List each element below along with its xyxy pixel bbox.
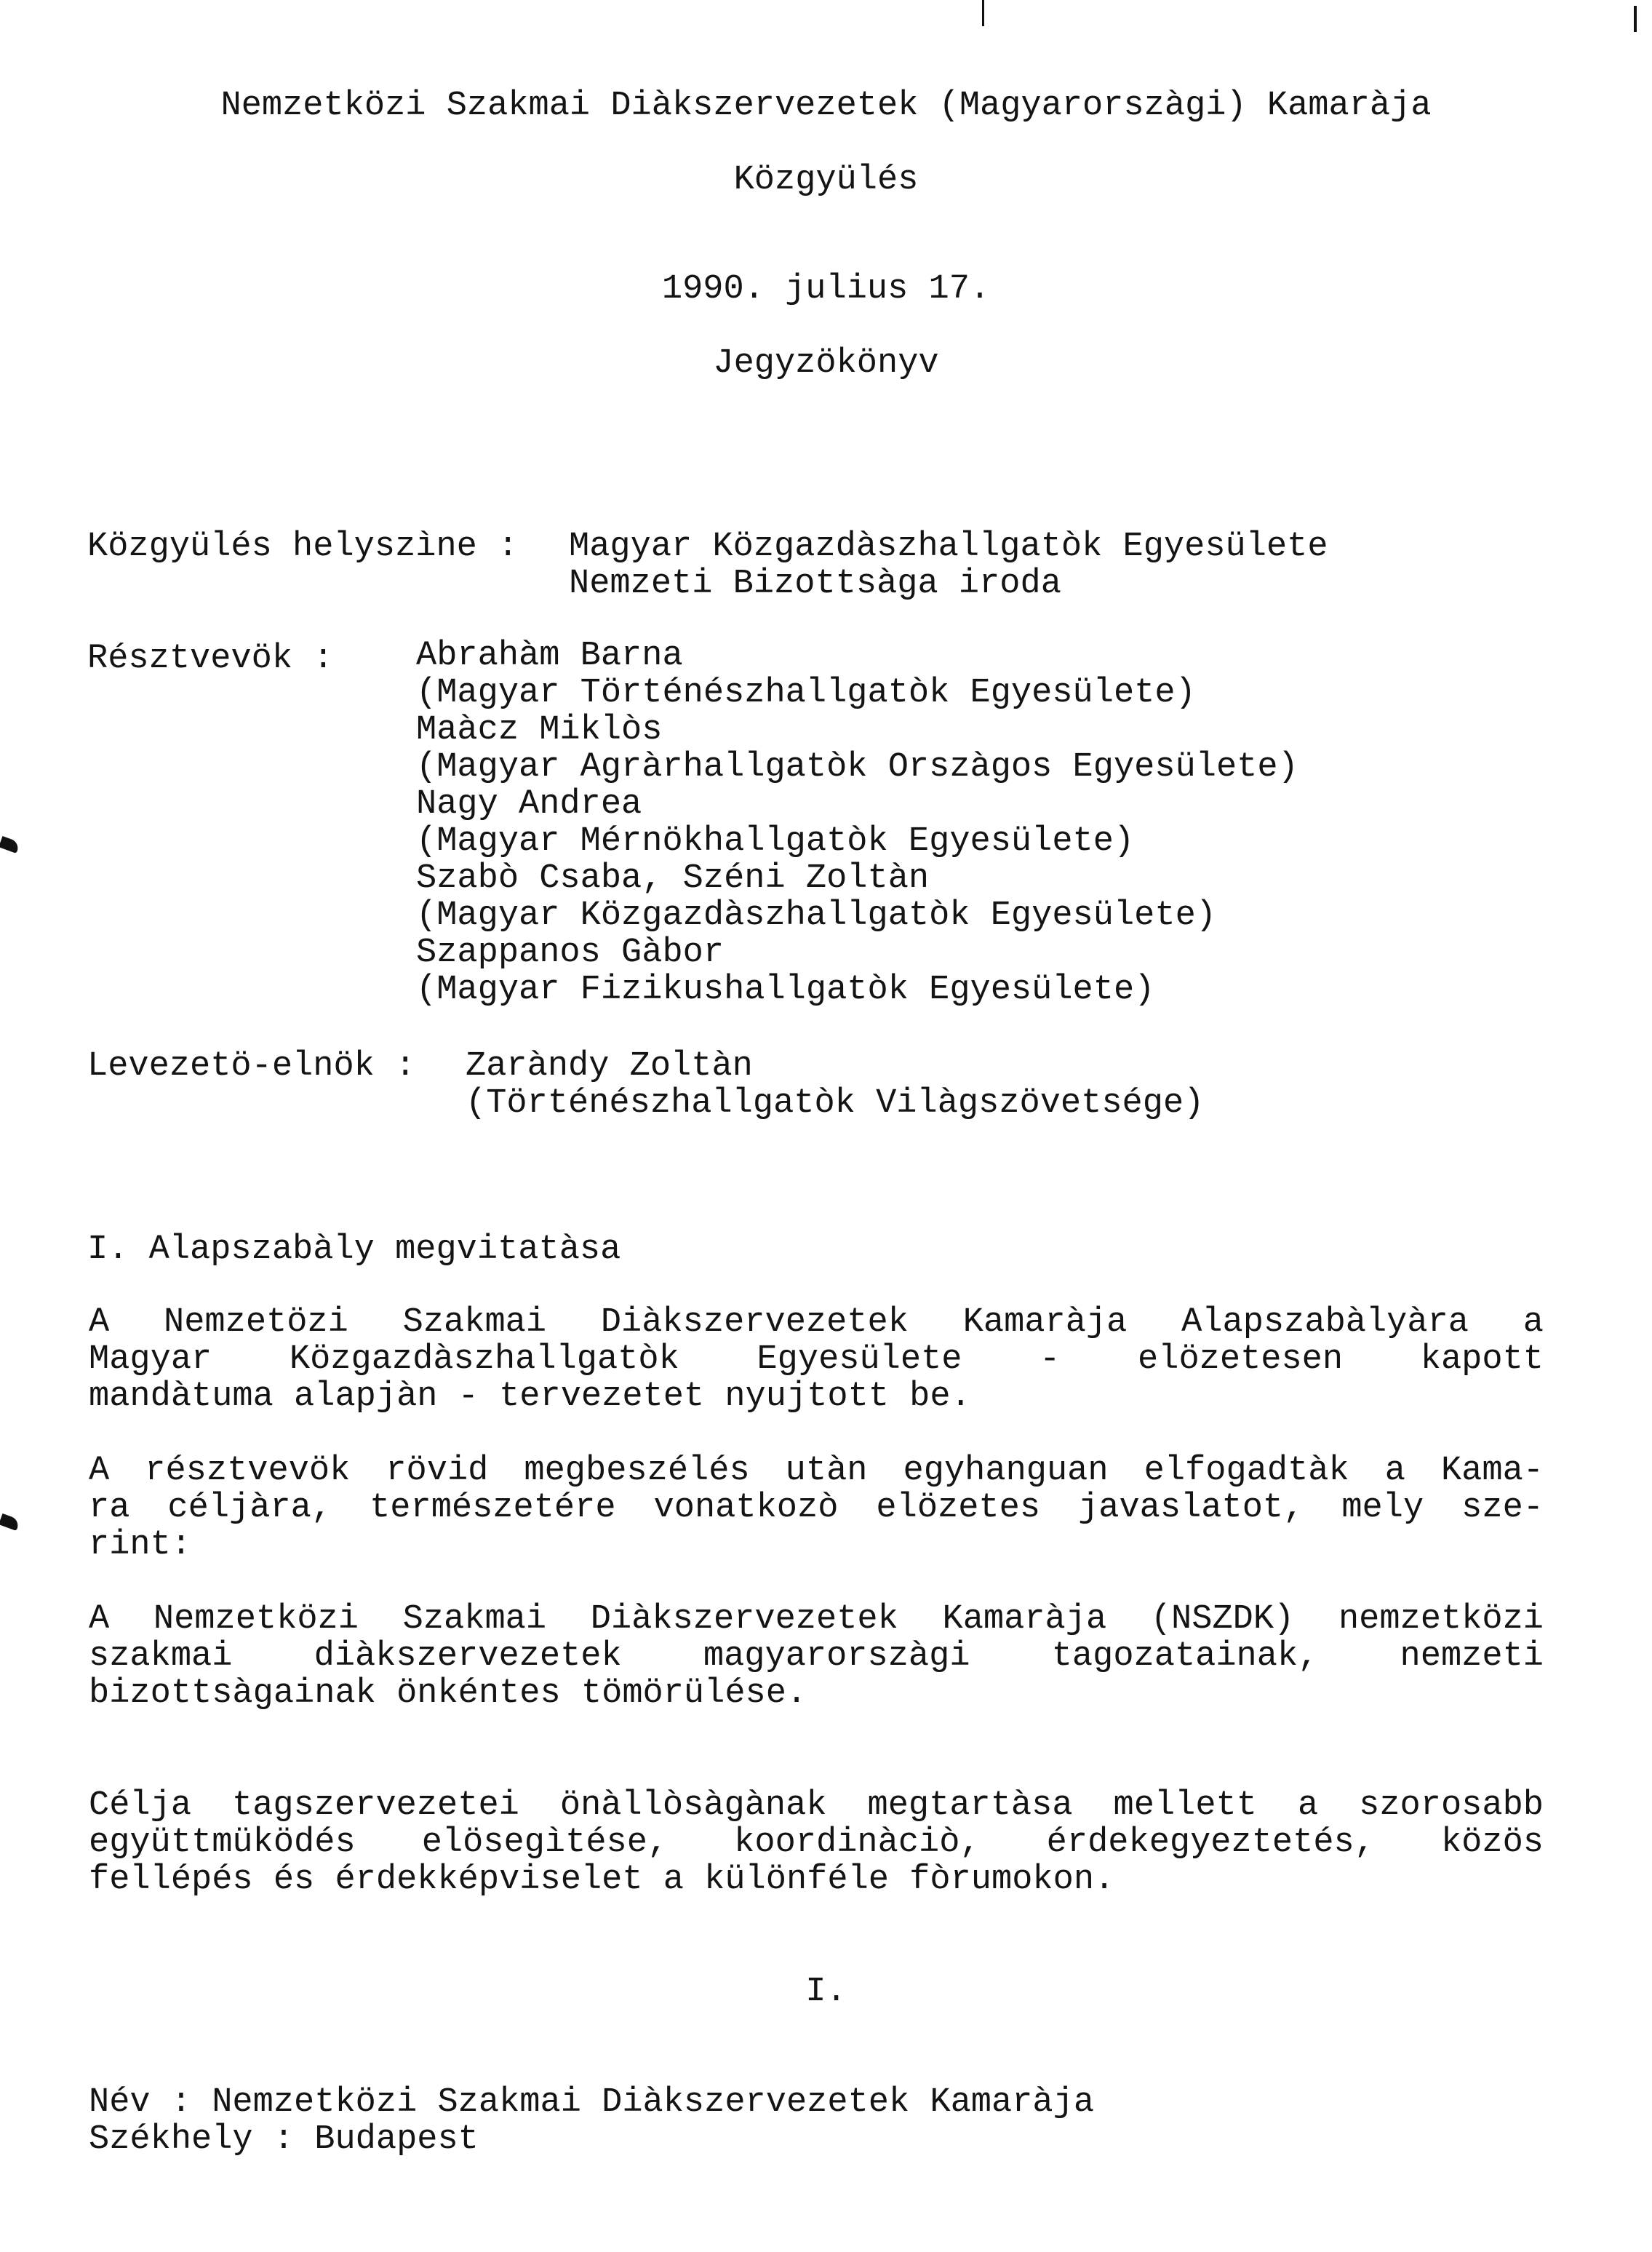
paragraph-line: rint: [89,1526,192,1564]
paragraph-line: szakmai diàkszervezetek magyarorszàgi tagozatainak, nemzeti [89,1637,1544,1676]
participant-organization: (Magyar Fizikushallgatòk Egyesülete) [416,971,1155,1009]
participants-label: Résztvevök : [87,640,334,678]
paragraph-line: ra céljàra, természetére vonatkozò elözetes javaslatot, mely sze- [89,1489,1544,1527]
article-number: I. [805,1973,847,2011]
event-title: Közgyülés [733,161,919,199]
paragraph-line: A Nemzetözi Szakmai Diàkszervezetek Kamaràja Alapszabàlyàra a [89,1303,1544,1342]
paragraph-draft-submission [89,1304,1544,1415]
participant-name: Nagy Andrea [416,785,642,824]
participant-name: Szappanos Gàbor [416,934,725,972]
participant-name: Maàcz Miklòs [416,711,663,749]
participant-organization: (Magyar Közgazdàszhallgatòk Egyesülete) [416,896,1216,935]
organization-title: Nemzetközi Szakmai Diàkszervezetek (Magyarorszàgi) Kamaràja [220,87,1432,125]
meeting-date: 1990. julius 17. [661,270,991,309]
paragraph-line: Magyar Közgazdàszhallgatòk Egyesülete - elözetesen kapott [89,1340,1544,1379]
paragraph-agreement [89,1452,1544,1564]
venue-label: Közgyülés helyszìne : [87,528,519,566]
paragraph-line: A résztvevök rövid megbeszélés utàn egyhanguan elfogadtàk a Kama- [89,1452,1544,1490]
document-type: Jegyzökönyv [713,344,939,383]
paragraph-definition [89,1601,1544,1712]
punch-mark-upper [0,836,20,854]
scan-artifact-top [982,0,984,26]
participant-name: Abrahàm Barna [416,637,683,675]
article-name-line: Név : Nemzetközi Szakmai Diàkszervezetek Kamaràja [89,2083,1095,2122]
venue-line: Nemzeti Bizottsàga iroda [569,565,1061,603]
participant-organization: (Magyar Történészhallgatòk Egyesülete) [416,674,1196,712]
paragraph-line: Célja tagszervezetei önàllòsàgànak megtartàsa mellett a szorosabb [89,1786,1544,1825]
article-seat-line: Székhely : Budapest [89,2120,479,2159]
paragraph-line: mandàtuma alapjàn - tervezetet nyujtott be. [89,1377,971,1416]
participant-organization: (Magyar Agràrhallgatòk Orszàgos Egyesülete) [416,748,1298,787]
venue-line: Magyar Közgazdàszhallgatòk Egyesülete [569,528,1328,566]
participant-name: Szabò Csaba, Széni Zoltàn [416,859,930,898]
participant-organization: (Magyar Mérnökhallgatòk Egyesülete) [416,822,1135,861]
paragraph-purpose [89,1787,1544,1898]
scan-artifact-corner [1634,6,1637,32]
chair-organization: (Történészhallgatòk Vilàgszövetsége) [466,1084,1205,1123]
paragraph-line: együttmüködés elösegìtése, koordinàciò, érdekegyeztetés, közös [89,1823,1544,1862]
paragraph-line: A Nemzetközi Szakmai Diàkszervezetek Kamaràja (NSZDK) nemzetközi [89,1600,1544,1639]
punch-mark-lower [0,1513,20,1531]
chair-label: Levezetö-elnök : [87,1047,416,1086]
section-heading: I. Alapszabàly megvitatàsa [87,1230,621,1269]
paragraph-line: bizottsàgainak önkéntes tömörülése. [89,1674,807,1713]
chair-name: Zaràndy Zoltàn [466,1047,753,1086]
paragraph-line: fellépés és érdekképviselet a különféle fòrumokon. [89,1861,1115,1899]
